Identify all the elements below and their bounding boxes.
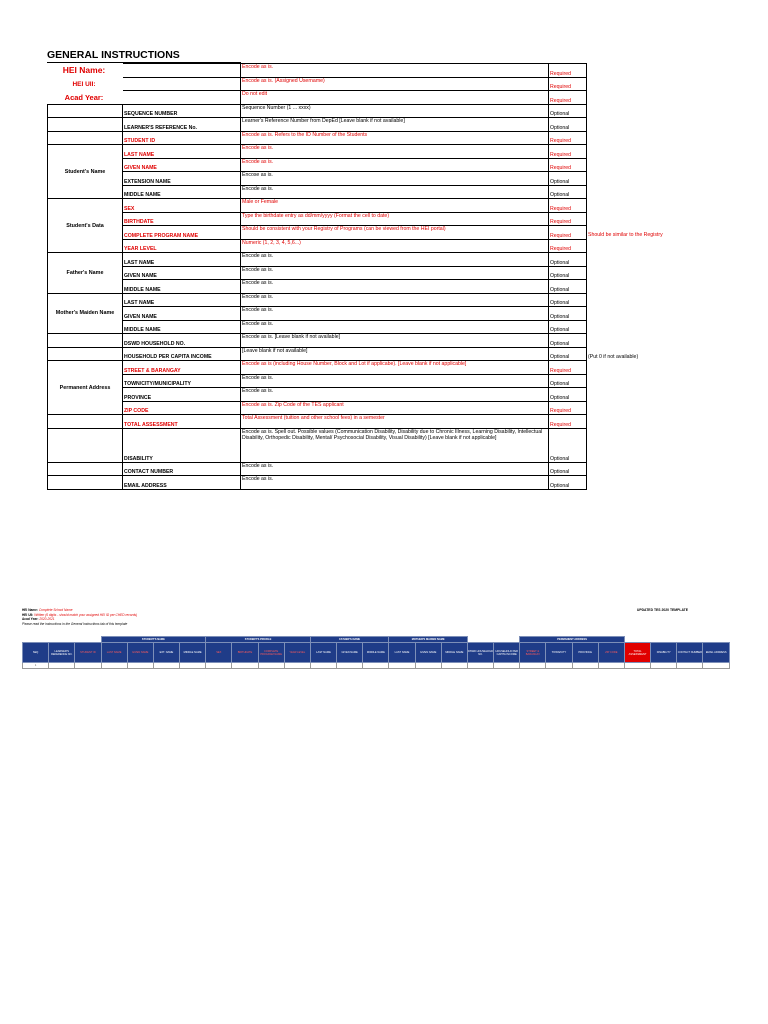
group-label bbox=[48, 91, 123, 105]
field-instruction: Encode as is. Refers to the ID Number of the Students bbox=[241, 131, 549, 145]
field-status: Optional bbox=[549, 476, 587, 490]
tpl-hei-uii-value: Written (6 digits - should match your assigned HEI ID per CHED records) bbox=[34, 612, 138, 617]
table-row bbox=[48, 131, 587, 145]
template-entry-cell[interactable] bbox=[127, 663, 153, 669]
field-status: Optional bbox=[549, 104, 587, 118]
field-instruction: Encode as is. Spell out. Possible values (Communication Disability, Disability due to Chronic Illness, Learning Disability, Intellectual Disability, Orthopedic Disability, Mental/ Psychosocial Disability, Visual Disability) [Leave blank if not applicable] bbox=[241, 428, 549, 462]
group-label bbox=[48, 131, 123, 145]
template-column-header: GIVEN NAME bbox=[127, 643, 153, 663]
field-status: Required bbox=[549, 361, 587, 375]
group-label bbox=[48, 104, 123, 118]
group-label bbox=[48, 77, 123, 91]
template-group-header: STUDENT'S NAME bbox=[101, 637, 206, 643]
field-instruction: Encose as is. bbox=[241, 172, 549, 186]
field-instruction: Should be consistent with your Registry of Programs (can be viewed from the HEI portal) bbox=[241, 226, 549, 240]
field-name: SEX bbox=[123, 199, 241, 213]
field-name: SEQUENCE NUMBER bbox=[123, 104, 241, 118]
field-instruction: Encode as is (including House Number, Block and Lot if applicabe). [Leave blank if not applicable] bbox=[241, 361, 549, 375]
group-label: Permanent Address bbox=[48, 361, 123, 415]
field-name: LAST NAME bbox=[123, 293, 241, 307]
field-name: HOUSEHOLD PER CAPITA INCOME bbox=[123, 347, 241, 361]
table-row bbox=[48, 212, 587, 226]
tpl-note: Please read the instructions in the General Instructions tab of this template bbox=[22, 621, 128, 626]
template-column-header: ZIP CODE bbox=[598, 643, 624, 663]
field-instruction: Encode as is. bbox=[241, 185, 549, 199]
template-entry-cell[interactable] bbox=[153, 663, 179, 669]
table-row bbox=[48, 199, 587, 213]
template-group-header: MOTHER'S MAIDEN NAME bbox=[389, 637, 468, 643]
side-note: (Put 0 if not available) bbox=[588, 353, 639, 360]
field-name: DISABILITY bbox=[123, 428, 241, 462]
field-name: EXTENSION NAME bbox=[123, 172, 241, 186]
field-name: MIDDLE NAME bbox=[123, 320, 241, 334]
group-label bbox=[48, 64, 123, 78]
table-row bbox=[48, 374, 587, 388]
table-row bbox=[48, 77, 587, 91]
table-row bbox=[48, 64, 587, 78]
template-entry-cell[interactable] bbox=[651, 663, 677, 669]
table-row bbox=[48, 462, 587, 476]
template-entry-cell[interactable] bbox=[494, 663, 520, 669]
field-name: STUDENT ID bbox=[123, 131, 241, 145]
field-name: YEAR LEVEL bbox=[123, 239, 241, 253]
template-column-header: LAST NAME bbox=[310, 643, 336, 663]
field-name: GIVEN NAME bbox=[123, 158, 241, 172]
field-status: Optional bbox=[549, 293, 587, 307]
field-name: EMAIL ADDRESS bbox=[123, 476, 241, 490]
field-status: Required bbox=[549, 158, 587, 172]
field-status: Optional bbox=[549, 307, 587, 321]
field-status: Required bbox=[549, 64, 587, 78]
field-status: Optional bbox=[549, 266, 587, 280]
table-row bbox=[48, 226, 587, 240]
group-label bbox=[48, 118, 123, 132]
field-name: ZIP CODE bbox=[123, 401, 241, 415]
field-instruction: Encode as is. bbox=[241, 253, 549, 267]
field-name: LAST NAME bbox=[123, 253, 241, 267]
template-entry-cell[interactable] bbox=[363, 663, 389, 669]
field-status: Optional bbox=[549, 320, 587, 334]
template-entry-cell[interactable] bbox=[75, 663, 101, 669]
field-name bbox=[123, 64, 241, 78]
side-note: Should be similar to the Registry bbox=[588, 232, 663, 238]
field-instruction: Encode as is. bbox=[241, 280, 549, 294]
template-column-header: GIVEN NAME bbox=[415, 643, 441, 663]
field-status: Required bbox=[549, 415, 587, 429]
field-name: GIVEN NAME bbox=[123, 307, 241, 321]
template-entry-cell[interactable] bbox=[49, 663, 75, 669]
field-name: TOTAL ASSESSMENT bbox=[123, 415, 241, 429]
group-label bbox=[48, 347, 123, 361]
template-group-header: PERMANENT ADDRESS bbox=[520, 637, 625, 643]
template-column-header: DSWD HOUSEHOLD NO. bbox=[467, 643, 493, 663]
table-row bbox=[48, 307, 587, 321]
table-row bbox=[48, 428, 587, 462]
template-entry-cell[interactable] bbox=[258, 663, 284, 669]
field-status: Required bbox=[549, 212, 587, 226]
field-name: LEARNER'S REFERENCE No. bbox=[123, 118, 241, 132]
template-group-header: STUDENT'S PROFILE bbox=[206, 637, 311, 643]
table-row bbox=[48, 118, 587, 132]
template-entry-cell[interactable] bbox=[180, 663, 206, 669]
table-row bbox=[48, 293, 587, 307]
template-entry-cell[interactable] bbox=[415, 663, 441, 669]
field-instruction: Encode as is. bbox=[241, 293, 549, 307]
template-entry-cell[interactable] bbox=[337, 663, 363, 669]
template-entry-cell[interactable] bbox=[624, 663, 650, 669]
template-entry-cell[interactable] bbox=[598, 663, 624, 669]
field-instruction: Male or Female bbox=[241, 199, 549, 213]
template-preview bbox=[22, 608, 730, 667]
tpl-acad-year-label: Acad Year: bbox=[22, 617, 39, 621]
field-name bbox=[123, 91, 241, 105]
template-column-header: EMAIL ADDRESS bbox=[703, 643, 730, 663]
field-status: Optional bbox=[549, 347, 587, 361]
tpl-hei-name-label: HEI Name: bbox=[22, 608, 38, 612]
group-label bbox=[48, 428, 123, 462]
field-status: Optional bbox=[549, 334, 587, 348]
field-instruction: Encode as is. bbox=[241, 64, 549, 78]
template-entry-cell[interactable] bbox=[232, 663, 258, 669]
field-name: TOWN/CITY/MUNICIPALITY bbox=[123, 374, 241, 388]
template-entry-cell[interactable] bbox=[206, 663, 232, 669]
tpl-hei-uii-label: HEI UII: bbox=[22, 612, 34, 617]
field-instruction: Encode as is. bbox=[241, 266, 549, 280]
field-name: LAST NAME bbox=[123, 145, 241, 159]
field-status: Required bbox=[549, 401, 587, 415]
template-entry-cell[interactable] bbox=[101, 663, 127, 669]
table-row bbox=[48, 253, 587, 267]
template-column-header: MIDDLE NAME bbox=[441, 643, 467, 663]
field-status: Required bbox=[549, 131, 587, 145]
field-name: PROVINCE bbox=[123, 388, 241, 402]
template-entry-cell[interactable] bbox=[284, 663, 310, 669]
field-name: DSWD HOUSEHOLD NO. bbox=[123, 334, 241, 348]
table-row bbox=[48, 266, 587, 280]
field-instruction: Encode as is. bbox=[241, 388, 549, 402]
table-row bbox=[48, 239, 587, 253]
field-status: Optional bbox=[549, 388, 587, 402]
field-name bbox=[123, 77, 241, 91]
template-column-header: GIVEN NAME bbox=[337, 643, 363, 663]
template-column-header: TOTAL ASSESSMENT bbox=[624, 643, 650, 663]
field-instruction: [Leave blank if not available] bbox=[241, 347, 549, 361]
page-title: GENERAL INSTRUCTIONS bbox=[47, 49, 180, 61]
field-name: BIRTHDATE bbox=[123, 212, 241, 226]
table-row bbox=[48, 388, 587, 402]
field-instruction: Encode as is. bbox=[241, 307, 549, 321]
group-label bbox=[48, 476, 123, 490]
table-row bbox=[48, 158, 587, 172]
template-entry-cell[interactable] bbox=[677, 663, 703, 669]
field-instruction: Total Assessment (tuition and other school fees) in a semester bbox=[241, 415, 549, 429]
field-instruction: Numeric (1, 2, 3, 4, 5,6...) bbox=[241, 239, 549, 253]
field-status: Optional bbox=[549, 462, 587, 476]
template-column-header: MIDDLE NAME bbox=[180, 643, 206, 663]
template-column-header: DISABILITY bbox=[651, 643, 677, 663]
template-entry-cell[interactable] bbox=[572, 663, 598, 669]
field-instruction: Encode as is. bbox=[241, 374, 549, 388]
field-name: GIVEN NAME bbox=[123, 266, 241, 280]
template-column-header: CONTACT NUMBER bbox=[677, 643, 703, 663]
template-column-header: EXT. NAME bbox=[153, 643, 179, 663]
field-status: Required bbox=[549, 145, 587, 159]
field-name: MIDDLE NAME bbox=[123, 185, 241, 199]
template-column-header: LAST NAME bbox=[101, 643, 127, 663]
table-row bbox=[48, 320, 587, 334]
template-header-table bbox=[22, 636, 730, 669]
group-label: Father's Name bbox=[48, 253, 123, 294]
table-row bbox=[48, 104, 587, 118]
table-row bbox=[48, 401, 587, 415]
field-instruction: Encode as is. bbox=[241, 462, 549, 476]
field-instruction: Encode as is. [Leave blank if not available] bbox=[241, 334, 549, 348]
field-instruction: Encode as is. bbox=[241, 158, 549, 172]
tpl-acad-year-value: 2020-2021 bbox=[39, 617, 55, 621]
table-row bbox=[48, 415, 587, 429]
template-entry-cell[interactable] bbox=[520, 663, 546, 669]
group-label: Student's Name bbox=[48, 145, 123, 199]
table-row bbox=[48, 476, 587, 490]
field-status: Required bbox=[549, 91, 587, 105]
table-row bbox=[48, 145, 587, 159]
group-label bbox=[48, 462, 123, 476]
table-row bbox=[48, 185, 587, 199]
template-column-header: MIDDLE NAME bbox=[363, 643, 389, 663]
field-name: MIDDLE NAME bbox=[123, 280, 241, 294]
hei-name-label: HEI Name: bbox=[62, 65, 106, 75]
field-status: Optional bbox=[549, 172, 587, 186]
field-status: Optional bbox=[549, 185, 587, 199]
template-column-header: SEX bbox=[206, 643, 232, 663]
group-label: Mother's Maiden Name bbox=[48, 293, 123, 334]
field-instruction: Type the birthdate entry as dd/mm/yyyy (Format the cell to date) bbox=[241, 212, 549, 226]
field-instruction: Encode as is. bbox=[241, 476, 549, 490]
template-entry-cell[interactable] bbox=[389, 663, 415, 669]
group-label bbox=[48, 415, 123, 429]
template-entry-cell[interactable] bbox=[310, 663, 336, 669]
template-column-header: PROVINCE bbox=[572, 643, 598, 663]
template-column-header: LAST NAME bbox=[389, 643, 415, 663]
field-instruction: Do not edit bbox=[241, 91, 549, 105]
template-column-header: BIRTHDATE bbox=[232, 643, 258, 663]
acad-year-label: Acad Year: bbox=[64, 93, 104, 102]
field-instruction: Learner's Reference Number from DepEd [Leave blank if not available] bbox=[241, 118, 549, 132]
table-row bbox=[48, 172, 587, 186]
template-column-header: STUDENT ID bbox=[75, 643, 101, 663]
field-status: Optional bbox=[549, 118, 587, 132]
field-status: Optional bbox=[549, 374, 587, 388]
hei-uii-label: HEI UII: bbox=[72, 81, 96, 88]
tpl-hei-name-value: Complete School Name bbox=[38, 608, 73, 612]
template-entry-cell[interactable] bbox=[441, 663, 467, 669]
field-name: COMPLETE PROGRAM NAME bbox=[123, 226, 241, 240]
field-instruction: Encode as is. bbox=[241, 145, 549, 159]
field-status: Optional bbox=[549, 253, 587, 267]
template-group-header: FATHER'S NAME bbox=[310, 637, 389, 643]
group-label: Student's Data bbox=[48, 199, 123, 253]
field-status: Optional bbox=[549, 428, 587, 462]
template-entry-cell[interactable]: 1 bbox=[23, 663, 49, 669]
field-name: CONTACT NUMBER bbox=[123, 462, 241, 476]
template-column-header: SEQ bbox=[23, 643, 49, 663]
table-row bbox=[48, 280, 587, 294]
field-instruction: Encode as is. Zip Code of the TES applicant bbox=[241, 401, 549, 415]
field-status: Optional bbox=[549, 280, 587, 294]
group-label bbox=[48, 334, 123, 348]
template-column-header: STREET & BARANGAY bbox=[520, 643, 546, 663]
template-column-header: COMPLETE PROGRAM NAME bbox=[258, 643, 284, 663]
field-instruction: Encode as is. bbox=[241, 320, 549, 334]
table-row bbox=[48, 347, 587, 361]
table-row bbox=[48, 334, 587, 348]
field-status: Required bbox=[549, 77, 587, 91]
template-column-header: TOWN/CITY bbox=[546, 643, 572, 663]
template-column-header: YEAR LEVEL bbox=[284, 643, 310, 663]
template-column-header: LEARNER'S REFERENCE NO. bbox=[49, 643, 75, 663]
field-instruction: Encode as is. (Assigned Username) bbox=[241, 77, 549, 91]
field-name: STREET & BARANGAY bbox=[123, 361, 241, 375]
table-row bbox=[48, 91, 587, 105]
field-status: Required bbox=[549, 239, 587, 253]
table-row bbox=[48, 361, 587, 375]
template-entry-cell[interactable] bbox=[546, 663, 572, 669]
template-entry-cell[interactable] bbox=[467, 663, 493, 669]
field-status: Required bbox=[549, 226, 587, 240]
template-updated-label: UPDATED TES 2020 TEMPLATE bbox=[636, 608, 688, 612]
field-status: Required bbox=[549, 199, 587, 213]
instructions-table bbox=[47, 63, 587, 490]
template-entry-cell[interactable] bbox=[703, 663, 730, 669]
template-column-header: HOUSEHOLD PER CAPITA INCOME bbox=[494, 643, 520, 663]
field-instruction: Sequence Number (1 ... xxxx) bbox=[241, 104, 549, 118]
